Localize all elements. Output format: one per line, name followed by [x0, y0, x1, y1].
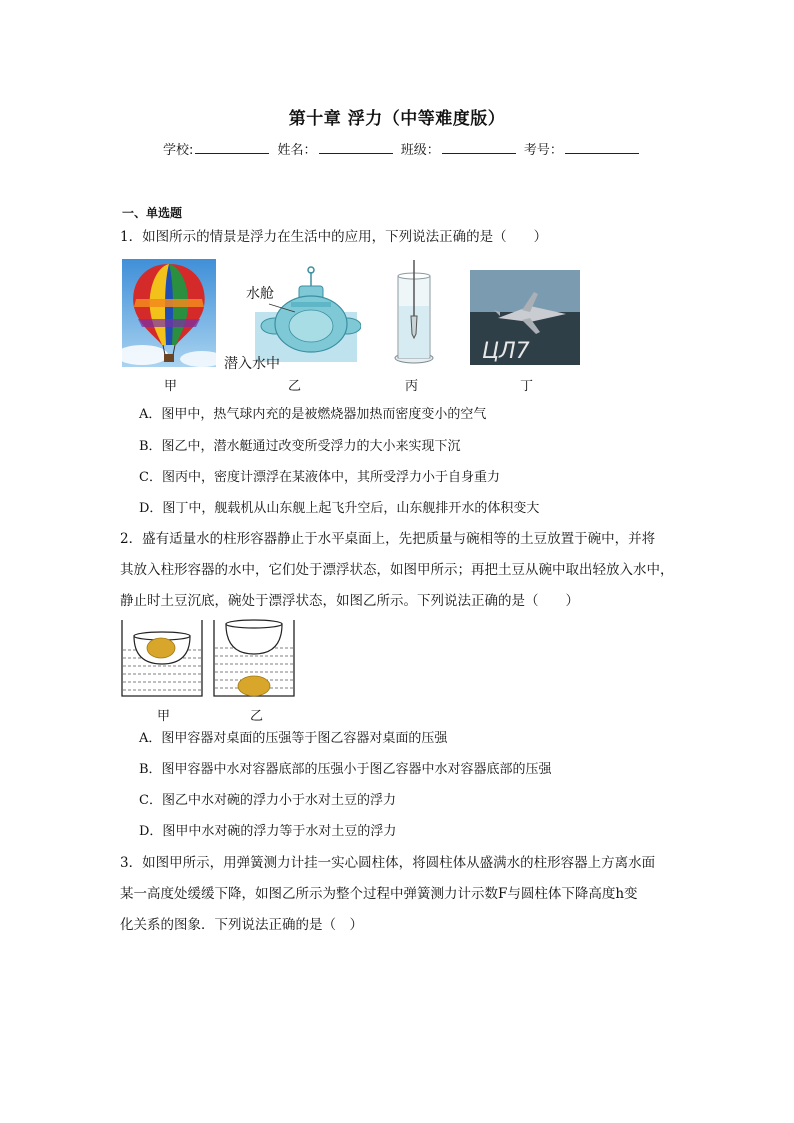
q3-stem-line-1: 3．如图甲所示，用弹簧测力计挂一实心圆柱体，将圆柱体从盛满水的柱形容器上方离水面 — [120, 855, 656, 871]
school-label: 学校: — [163, 143, 194, 158]
exam-number-blank[interactable] — [565, 141, 639, 154]
carrier-jet-figure — [470, 270, 580, 365]
q1-caption-ding: 丁 — [520, 379, 534, 394]
q3-stem-line-2: 某一高度处缓缓下降，如图乙所示为整个过程中弹簧测力计示数F与圆柱体下降高度h变 — [120, 886, 638, 902]
q1-option-d[interactable]: D．图丁中，舰载机从山东舰上起飞升空后，山东舰排开水的体积变大 — [139, 501, 540, 516]
q1-caption-jia: 甲 — [164, 379, 178, 394]
q2-option-b[interactable]: B．图甲容器中水对容器底部的压强小于图乙容器中水对容器底部的压强 — [139, 762, 552, 777]
student-info-line — [163, 139, 643, 158]
exam-number-label: 考号： — [523, 143, 563, 158]
q2-caption-jia: 甲 — [157, 709, 171, 724]
q2-caption-yi: 乙 — [250, 709, 264, 724]
q1-option-c[interactable]: C．图丙中，密度计漂浮在某液体中，其所受浮力小于自身重力 — [139, 470, 500, 485]
hydrometer-figure — [392, 258, 436, 370]
q2-option-a[interactable]: A．图甲容器对桌面的压强等于图乙容器对桌面的压强 — [139, 731, 448, 746]
q2-stem-line-2: 其放入柱形容器的水中，它们处于漂浮状态，如图甲所示；再把土豆从碗中取出轻放入水中， — [120, 562, 674, 578]
container-yi-figure — [212, 618, 296, 698]
q3-stem-line-3: 化关系的图象．下列说法正确的是（ ） — [120, 917, 363, 933]
q1-option-a[interactable]: A．图甲中，热气球内充的是被燃烧器加热而密度变小的空气 — [139, 407, 487, 422]
page-title: 第十章 浮力（中等难度版） — [288, 109, 506, 129]
q1-caption-bing: 丙 — [405, 379, 419, 394]
q1-option-b[interactable]: B．图乙中，潜水艇通过改变所受浮力的大小来实现下沉 — [139, 439, 461, 454]
container-jia-figure — [120, 618, 204, 698]
name-label: 姓名： — [277, 143, 317, 158]
q2-option-c[interactable]: C．图乙中水对碗的浮力小于水对土豆的浮力 — [139, 793, 396, 808]
q2-stem-line-3: 静止时土豆沉底，碗处于漂浮状态，如图乙所示。下列说法正确的是（ ） — [120, 593, 579, 609]
q1-stem: 1．如图所示的情景是浮力在生活中的应用，下列说法正确的是（ ） — [120, 229, 548, 245]
q2-option-d[interactable]: D．图甲中水对碗的浮力等于水对土豆的浮力 — [139, 824, 397, 839]
class-blank[interactable] — [442, 141, 516, 154]
dive-label: 潜入水中 — [224, 356, 280, 372]
school-blank[interactable] — [195, 141, 269, 154]
hot-air-balloon-figure — [122, 259, 216, 367]
svg-text:ЦЛ7: ЦЛ7 — [482, 339, 530, 364]
q2-stem-line-1: 2．盛有适量水的柱形容器静止于水平桌面上，先把质量与碗相等的土豆放置于碗中，并将 — [120, 531, 656, 547]
section-heading: 一、单选题 — [122, 206, 183, 220]
q1-caption-yi: 乙 — [288, 379, 302, 394]
name-blank[interactable] — [319, 141, 393, 154]
class-label: 班级： — [400, 143, 440, 158]
cabin-label: 水舱 — [246, 286, 274, 302]
